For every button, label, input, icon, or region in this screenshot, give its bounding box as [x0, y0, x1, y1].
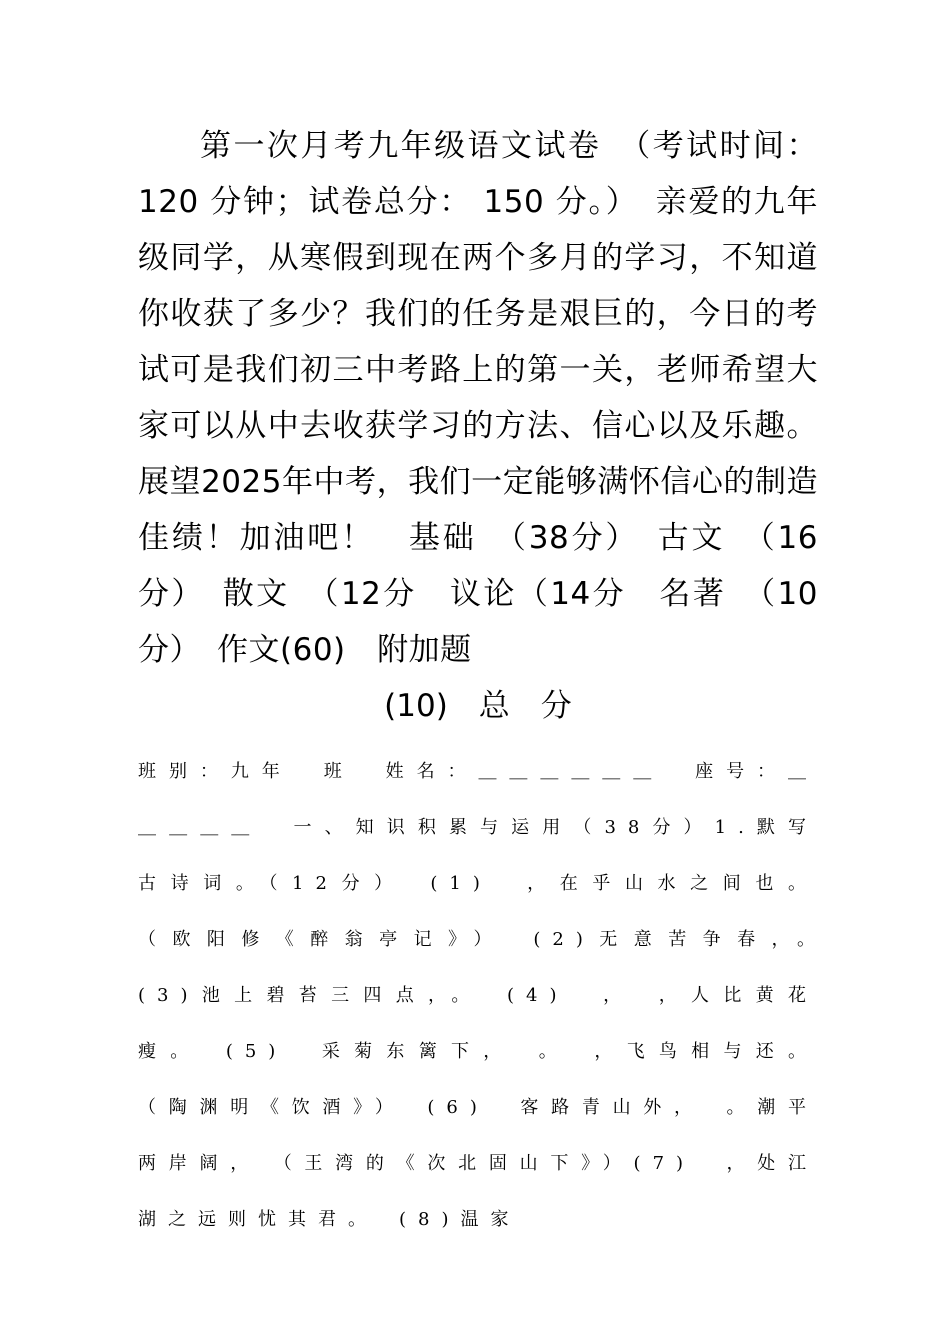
exam-intro-paragraph: 第一次月考九年级语文试卷 （考试时间：120 分钟；试卷总分： 150 分。） 亲爱的九年级同学，从寒假到现在两个多月的学习，不知道你收获了多少？我们的任务是艰巨的，今日的考试可是我们初三中考路上的第一关，老师希望大家可以从中去收获学习的方法、信心以及乐趣。展望2025年中考，我们一定能够满怀信心的制造佳绩！加油吧！ 基础 （38分） 古文 （16分） 散文 （12分 议论（14分 名著 （10分） 作文(60) 附加题 [138, 128, 818, 668]
exam-questions-paragraph: 班别：九年 班 姓名：＿＿＿＿＿＿ 座号：＿＿＿＿＿ 一、知识积累与运用（38分）1.默写古诗词。（12分） (1) ，在乎山水之间也。（欧阳修《醉翁亭记》） (2)无意苦争春，。 (3)池上碧苔三四点，。 (4) ， ，人比黄花瘦。 (5) 采菊东篱下， 。 ，飞鸟相与还。（陶渊明《饮酒》） (6) 客路青山外， 。潮平两岸阔， （王湾的《次北固山下》）(7) ，处江湖之远则忧其君。 (8)温家 [138, 761, 848, 1230]
exam-page [138, 118, 848, 1248]
score-table-last-line: (10) 总 分 [384, 688, 572, 724]
